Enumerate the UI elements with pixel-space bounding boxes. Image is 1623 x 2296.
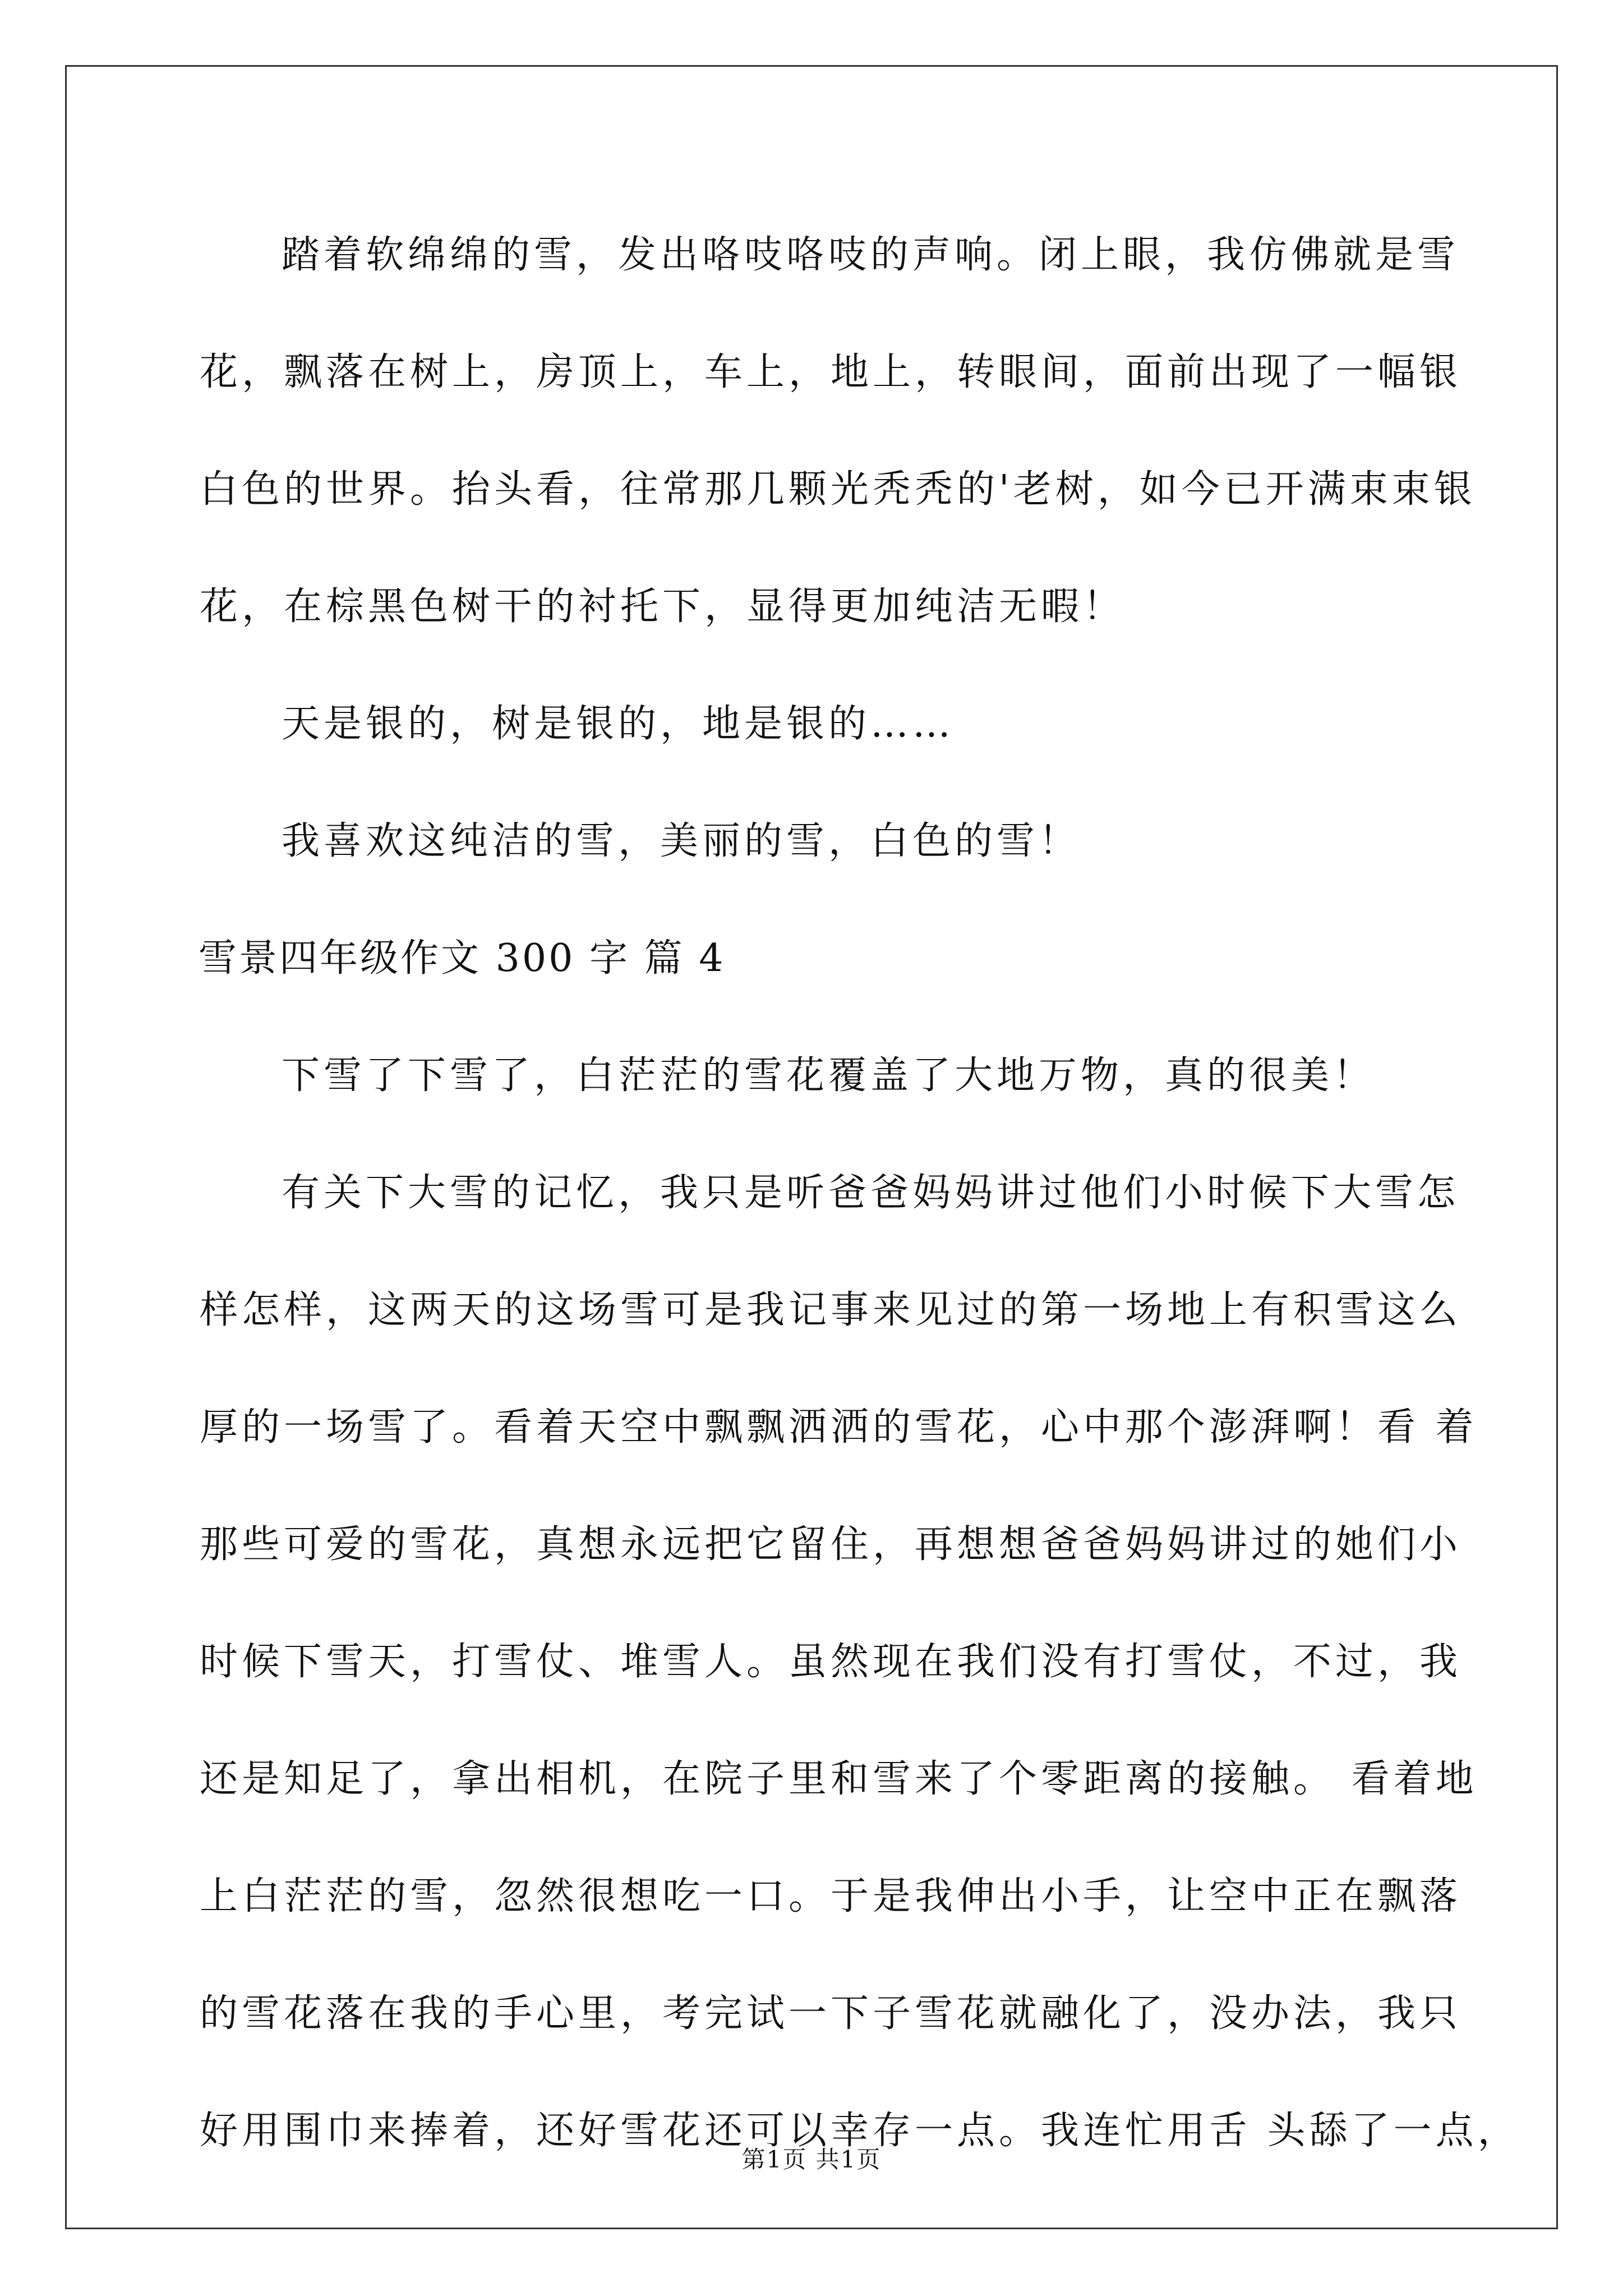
- paragraph-line: 白色的世界。抬头看，往常那几颗光秃秃的'老树，如今已开满束束银: [200, 467, 1476, 512]
- section-heading: 雪景四年级作文 300 字 篇 4: [199, 936, 726, 981]
- paragraph-line: 花，在棕黑色树干的衬托下，显得更加纯洁无暇！: [200, 585, 1126, 629]
- paragraph-line: 样怎样，这两天的这场雪可是我记事来见过的第一场地上有积雪这么: [200, 1288, 1462, 1332]
- paragraph-line: 踏着软绵绵的雪，发出咯吱咯吱的声响。闭上眼，我仿佛就是雪: [282, 233, 1460, 277]
- paragraph-line: 还是知足了，拿出相机，在院子里和雪来了个零距离的接触。 看着地: [200, 1757, 1478, 1801]
- paragraph-line: 上白茫茫的雪，忽然很想吃一口。于是我伸出小手，让空中正在飘落: [200, 1874, 1462, 1918]
- paragraph-line: 有关下大雪的记忆，我只是听爸爸妈妈讲过他们小时候下大雪怎: [282, 1171, 1460, 1215]
- document-body: [199, 213, 1520, 2206]
- paragraph-line: 好用围巾来捧着，还好雪花还可以幸存一点。我连忙用舌 头舔了一点，: [200, 2109, 1520, 2153]
- paragraph-line: 花，飘落在树上，房顶上，车上，地上，转眼间，面前出现了一幅银: [200, 350, 1462, 394]
- paragraph-line: 那些可爱的雪花，真想永远把它留住，再想想爸爸妈妈讲过的她们小: [200, 1522, 1462, 1567]
- paragraph-line: 的雪花落在我的手心里，考完试一下子雪花就融化了，没办法，我只: [200, 1991, 1462, 2036]
- paragraph-line: 时候下雪天，打雪仗、堆雪人。虽然现在我们没有打雪仗，不过，我: [200, 1640, 1462, 1684]
- paragraph-line: 厚的一场雪了。看着天空中飘飘洒洒的雪花，心中那个澎湃啊！看 着: [200, 1405, 1478, 1450]
- paragraph-line: 天是银的，树是银的，地是银的……: [282, 702, 955, 746]
- paragraph-line: 下雪了下雪了，白茫茫的雪花覆盖了大地万物，真的很美！: [282, 1053, 1376, 1098]
- page-number-footer: 第1页 共1页: [741, 2146, 882, 2173]
- paragraph-line: 我喜欢这纯洁的雪，美丽的雪，白色的雪！: [282, 819, 1081, 863]
